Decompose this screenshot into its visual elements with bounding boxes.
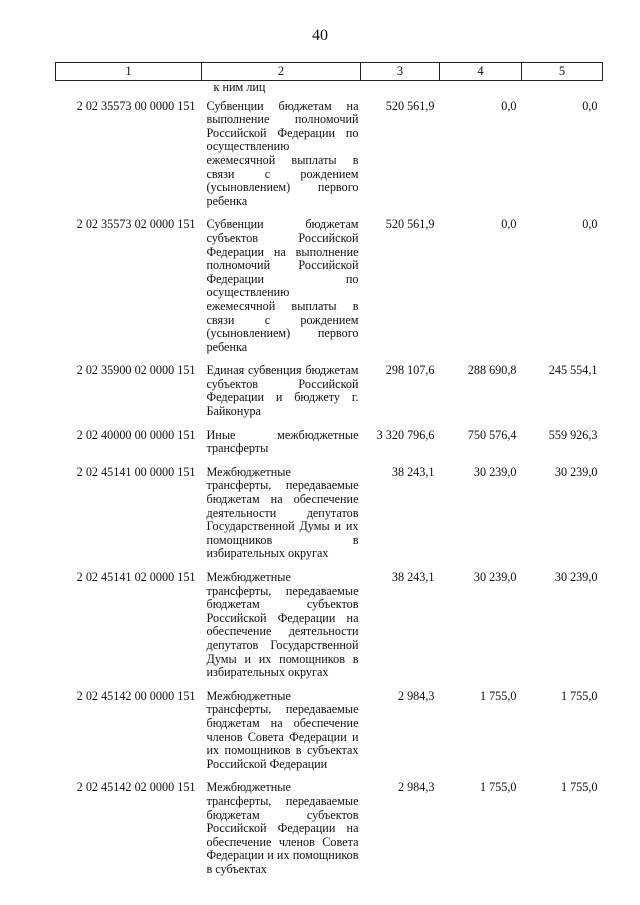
table-row [56, 771, 603, 876]
revenue-name: Межбюджетные трансферты, передаваемые бюджетам на обеспечение деятельности депутатов Государственной Думы и их помощников в избирательных округах [206, 464, 359, 561]
classification-code: 2 02 45142 02 0000 151 [76, 780, 196, 795]
amount-col-5: 0,0 [582, 217, 598, 232]
revenue-name: Иные межбюджетные трансферты [206, 427, 359, 456]
amount-col-3: 298 107,6 [385, 363, 435, 378]
amount-col-4: 750 576,4 [467, 427, 517, 442]
amount-col-4: 288 690,8 [467, 363, 517, 378]
amount-col-3: 2 984,3 [397, 780, 435, 795]
amount-col-4: 30 239,0 [473, 570, 517, 584]
classification-code: 2 02 35573 00 0000 151 [76, 98, 196, 113]
table-row [56, 456, 603, 561]
header-col-3: 3 [361, 63, 440, 81]
amount-col-4: 30 239,0 [473, 464, 517, 479]
revenue-name: Субвенции бюджетам на выполнение полномочий Российской Федерации по осуществлению ежемесячной выплаты в связи с рождением (усыновлением) первого ребенка [206, 98, 359, 208]
revenue-name: Субвенции бюджетам субъектов Российской Федерации на выполнение полномочий Российской Федерации по осуществлению ежемесячной выплаты в связи с рождением (усыновлением) первого ребенка [206, 217, 359, 354]
amount-col-3: 38 243,1 [391, 464, 435, 479]
amount-col-3: 3 320 796,6 [376, 427, 435, 442]
header-col-4: 4 [440, 63, 522, 81]
classification-code: 2 02 45142 00 0000 151 [76, 688, 196, 703]
classification-code: 2 02 40000 00 0000 151 [76, 427, 196, 442]
table-row [56, 354, 603, 418]
amount-col-3: 38 243,1 [391, 570, 435, 584]
table-row [56, 680, 603, 772]
amount-col-5: 245 554,1 [548, 363, 598, 378]
amount-col-5: 30 239,0 [554, 464, 598, 479]
table-row [56, 208, 603, 354]
revenue-name: Межбюджетные трансферты, передаваемые бюджетам субъектов Российской Федерации на обеспечение деятельности депутатов Государственной Думы и их помощников в избирательных округах [206, 570, 359, 680]
header-col-2: 2 [202, 63, 361, 81]
classification-code: 2 02 35573 02 0000 151 [76, 217, 196, 232]
amount-col-5: 559 926,3 [548, 427, 598, 442]
page-number: 40 [312, 27, 328, 44]
classification-code: 2 02 45141 00 0000 151 [76, 464, 196, 479]
table-body [56, 81, 603, 877]
amount-col-5: 1 755,0 [560, 780, 598, 795]
amount-col-3: 520 561,9 [385, 98, 435, 113]
amount-col-4: 1 755,0 [479, 780, 517, 795]
revenue-name: Единая субвенция бюджетам субъектов Российской Федерации и бюджету г. Байконура [206, 363, 359, 419]
amount-col-4: 0,0 [501, 217, 517, 232]
continuation-row [56, 81, 603, 95]
amount-col-5: 1 755,0 [560, 688, 598, 703]
revenue-name: Межбюджетные трансферты, передаваемые бюджетам субъектов Российской Федерации на обеспечение членов Совета Федерации и их помощников в субъектах [206, 780, 359, 876]
continuation-text: к ним лиц [213, 80, 266, 94]
header-row [56, 63, 603, 81]
table-header [56, 63, 603, 81]
classification-code: 2 02 35900 02 0000 151 [76, 363, 196, 378]
classification-code: 2 02 45141 02 0000 151 [76, 570, 196, 584]
header-col-5: 5 [522, 63, 603, 81]
table-row [56, 95, 603, 209]
header-col-1: 1 [56, 63, 202, 81]
amount-col-5: 0,0 [582, 98, 598, 113]
amount-col-4: 0,0 [501, 98, 517, 113]
amount-col-5: 30 239,0 [554, 570, 598, 584]
amount-col-3: 520 561,9 [385, 217, 435, 232]
table-row [56, 419, 603, 456]
revenue-name: Межбюджетные трансферты, передаваемые бюджетам на обеспечение членов Совета Федерации и их помощников в субъектах Российской Федерации [206, 688, 359, 771]
table-row [56, 561, 603, 680]
revenue-table [55, 62, 603, 876]
amount-col-4: 1 755,0 [479, 688, 517, 703]
amount-col-3: 2 984,3 [397, 688, 435, 703]
